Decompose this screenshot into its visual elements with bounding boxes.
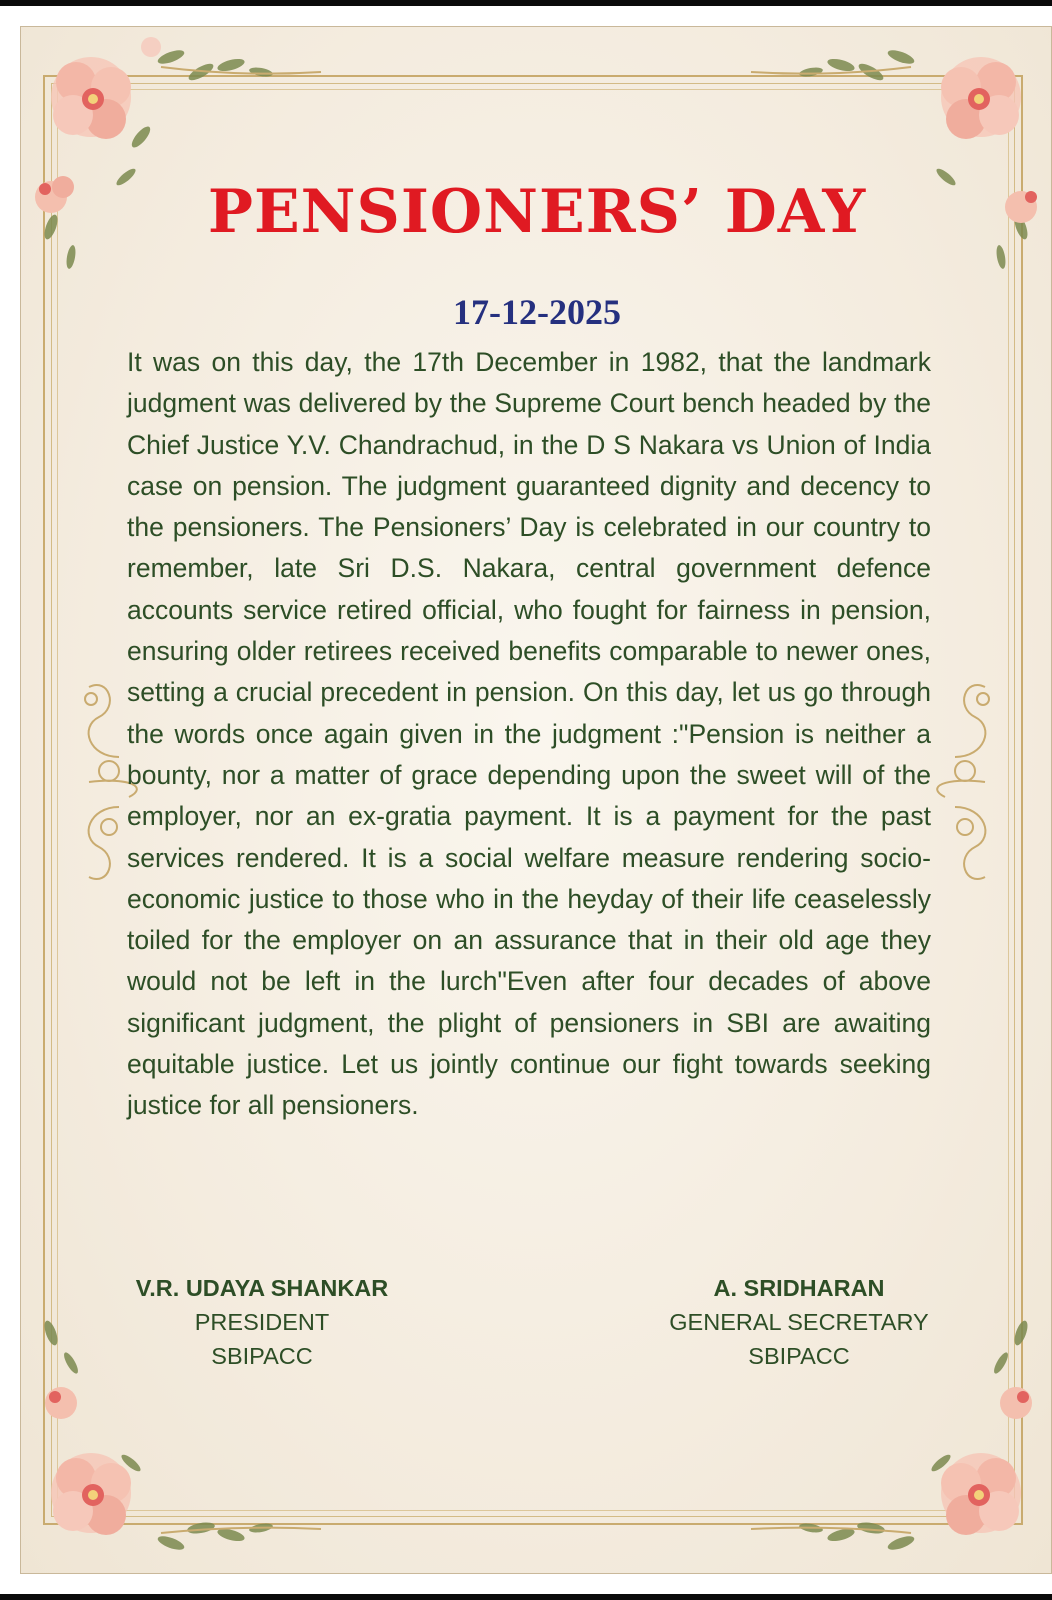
top-border-bar [0, 0, 1052, 6]
signatory-right-org: SBIPACC [748, 1343, 850, 1369]
signatory-right-role: GENERAL SECRETARY [669, 1309, 929, 1335]
event-date: 17-12-2025 [453, 292, 621, 332]
signatory-left-org: SBIPACC [211, 1343, 313, 1369]
flower-corner-icon [21, 27, 341, 287]
body-paragraph: It was on this day, the 17th December in 1982, that the landmark judgment was delivered by the Supreme Court bench headed by the Chief Justice Y.V. Chandrachud, in the D S Nakara vs Union of India case on pension. The judgment guaranteed dignity and decency to the pensioners. The Pensioners’ Day is celebrated in our country to remember, late Sri D.S. Nakara, central government defence accounts service retired official, who fought for fairness in pension, ensuring older retirees received benefits comparable to newer ones, setting a crucial precedent in pension. On this day, let us go through the words once again given in the judgment :"Pension is neither a bounty, nor a matter of grace depending upon the sweet will of the employer, nor an ex-gratia payment. It is a payment for the past services rendered. It is a social welfare measure rendering socio-economic justice to those who in the heyday of their life ceaselessly toiled for the employer on an assurance that in their old age they would not be left in the lurch"Even after four decades of above significant judgment, the plight of pensioners in SBI are awaiting equitable justice. Let us jointly continue our fight towards seeking justice for all pensioners. [127, 347, 931, 1121]
signatory-right [649, 1271, 949, 1373]
signatory-left-name: V.R. UDAYA SHANKAR [135, 1275, 389, 1301]
signatory-right-name: A. SRIDHARAN [713, 1275, 885, 1301]
bottom-border-bar [0, 1594, 1052, 1600]
poster-card [20, 26, 1052, 1574]
page-title: PENSIONERS’ DAY [207, 177, 867, 247]
signatory-left-role: PRESIDENT [194, 1309, 330, 1335]
flower-corner-icon [731, 27, 1051, 287]
signatory-left [117, 1271, 407, 1373]
